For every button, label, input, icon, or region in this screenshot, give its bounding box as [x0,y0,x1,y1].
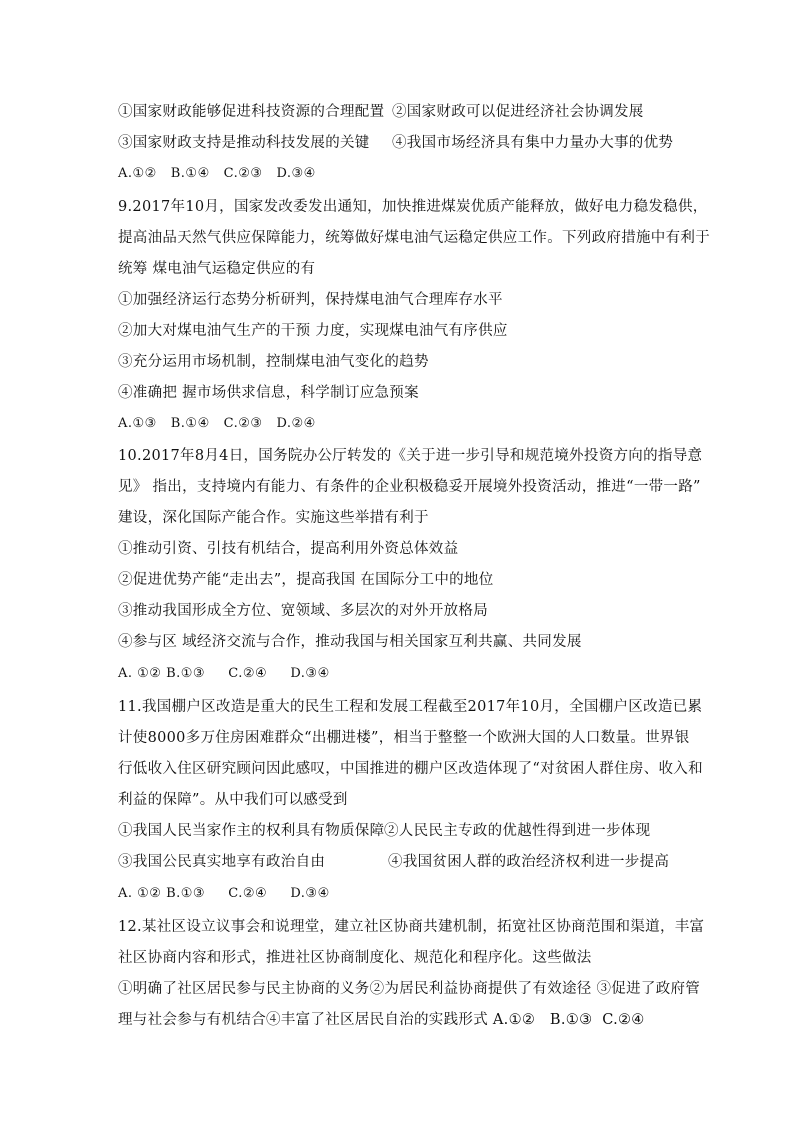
q11-answer-choices: A. ①② B.①③ C.②④ D.③④ [118,886,330,901]
q10-option-4: ④参与区 域经济交流与合作，推动我国与相关国家互利共赢、共同发展 [118,634,582,650]
q9-stem-line-2: 提高油品天然气供应保障能力，统筹做好煤电油气运稳定供应工作。下列政府措施中有利于 [118,230,710,246]
q9-stem-line-1: 9.2017年10月，国家发改委发出通知，加快推进煤炭优质产能释放，做好电力稳发稳供， [118,199,708,215]
q9-option-4: ④准确把 握市场供求信息，科学制订应急预案 [118,385,419,401]
q11-option-3: ③我国公民真实地享有政治自由 [118,854,326,870]
q9-stem-line-3: 统筹 煤电油气运稳定供应的有 [118,261,316,277]
q10-option-2: ②促进优势产能“走出去”，提高我国 在国际分工中的地位 [118,572,494,588]
q11-stem-line-4: 利益的保障”。从中我们可以感受到 [118,792,348,808]
q11-stem-line-3: 行低收入住区研究顾问因此感叹，中国推进的棚户区改造体现了“对贫困人群住房、收入和 [118,761,703,777]
q8-option-4: ④我国市场经济具有集中力量办大事的优势 [392,135,674,151]
q11-option-2: ②人民民主专政的优越性得到进一步体现 [384,823,651,839]
q8-option-1: ①国家财政能够促进科技资源的合理配置 [118,104,385,120]
q10-stem-line-2: 见》 指出，支持境内有能力、有条件的企业积极稳妥开展境外投资活动，推进“一带一路” [118,479,701,495]
q11-stem-line-1: 11.我国棚户区改造是重大的民生工程和发展工程截至2017年10月，全国棚户区改造已累 [118,699,703,715]
q8-answer-choices: A.①② B.①④ C.②③ D.③④ [118,166,316,181]
q8-option-3: ③国家财政支持是推动科技发展的关键 [118,135,370,151]
q9-option-1: ①加强经济运行态势分析研判，保持煤电油气合理库存水平 [118,292,503,308]
q10-option-1: ①推动引资、引技有机结合，提高利用外资总体效益 [118,541,459,557]
q12-stem-line-2: 社区协商内容和形式，推进社区协商制度化、规范化和程序化。这些做法 [118,950,592,966]
q9-option-3: ③充分运用市场机制，控制煤电油气变化的趋势 [118,354,429,370]
q10-stem-line-1: 10.2017年8月4日，国务院办公厅转发的《关于进一步引导和规范境外投资方向的指导意 [118,448,703,464]
q10-stem-line-3: 建设，深化国际产能合作。实施这些举措有利于 [118,510,429,526]
q9-option-2: ②加大对煤电油气生产的干预 力度，实现煤电油气有序供应 [118,323,508,339]
q12-options-line-2: 理与社会参与有机结合④丰富了社区居民自治的实践形式 A.①② B.①③ C.②④ [118,1012,645,1028]
q8-option-2: ②国家财政可以促进经济社会协调发展 [392,104,644,120]
q10-answer-choices: A. ①② B.①③ C.②④ D.③④ [118,666,330,681]
q12-options-line-1: ①明确了社区居民参与民主协商的义务②为居民利益协商提供了有效途径 ③促进了政府管 [118,981,701,997]
q10-option-3: ③推动我国形成全方位、宽领域、多层次的对外开放格局 [118,603,488,619]
q11-option-4: ④我国贫困人群的政治经济权利进一步提高 [388,854,670,870]
q11-option-1: ①我国人民当家作主的权利具有物质保障 [118,823,385,839]
q12-stem-line-1: 12.某社区设立议事会和说理堂，建立社区协商共建机制，拓宽社区协商范围和渠道，丰富 [118,919,705,935]
q11-stem-line-2: 计使8000多万住房困难群众“出棚进楼”，相当于整整一个欧洲大国的人口数量。世界银 [118,730,690,746]
q9-answer-choices: A.①③ B.①④ C.②③ D.②④ [118,416,316,431]
